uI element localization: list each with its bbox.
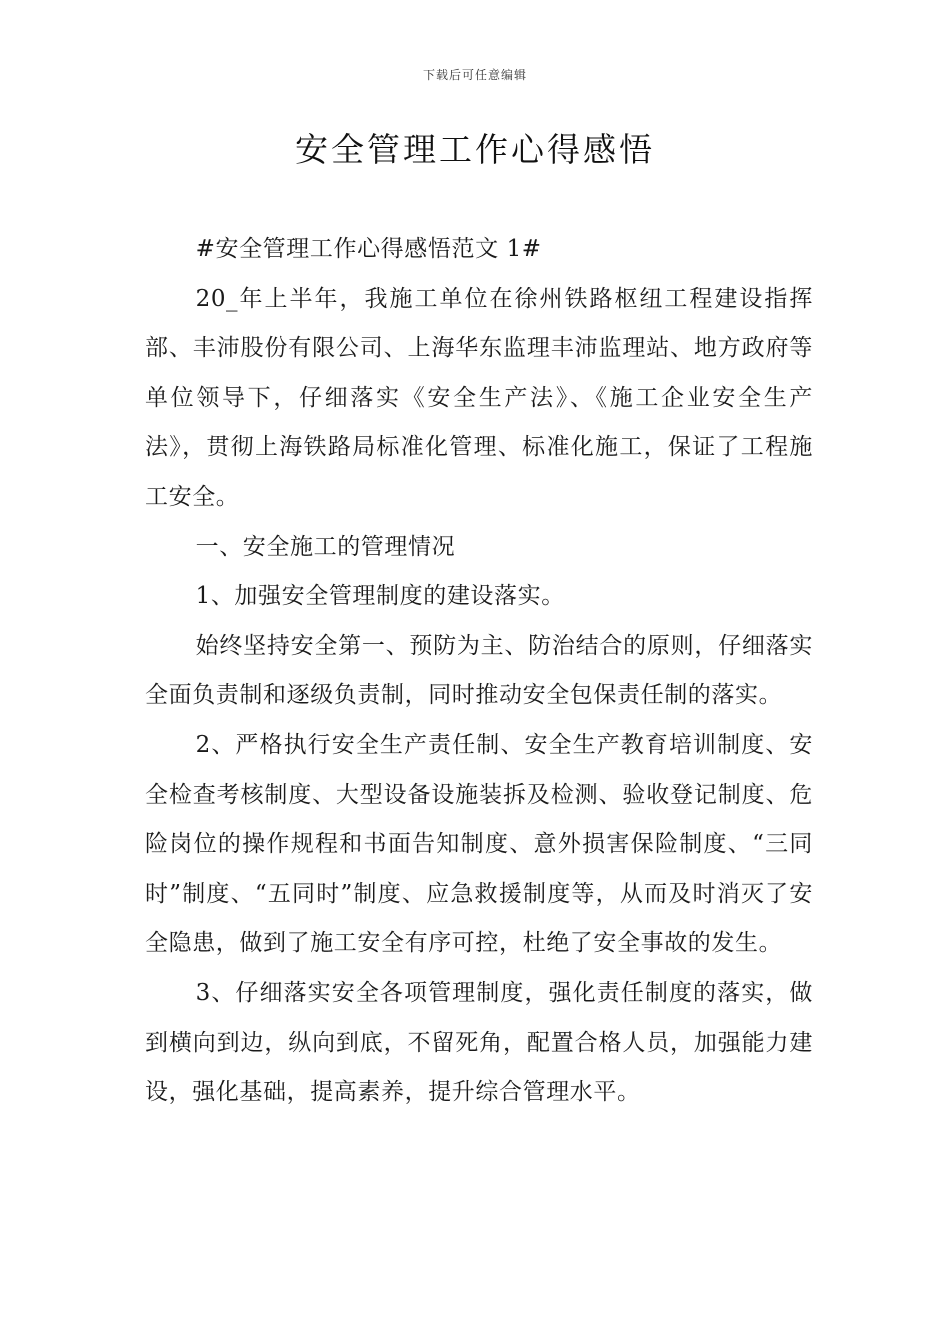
paragraph-section-heading: #安全管理工作心得感悟范文 1# — [195, 236, 542, 262]
paragraph-item-1: 1、加强安全管理制度的建设落实。 — [195, 583, 565, 610]
document-body — [145, 225, 813, 1118]
paragraph-intro: 20_年上半年，我施工单位在徐州铁路枢纽工程建设指挥部、丰沛股份有限公司、上海华东监理丰沛监理站、地方政府等单位领导下，仔细落实《安全生产法》、《施工企业安全生产法》，贯彻上海铁路局标准化管理、标准化施工，保证了工程施工安全。 — [145, 285, 813, 510]
paragraph-item-3: 3、仔细落实安全各项管理制度，强化责任制度的落实，做到横向到边，纵向到底，不留死角，配置合格人员，加强能力建设，强化基础，提高素养，提升综合管理水平。 — [145, 979, 813, 1106]
paragraph-principle: 始终坚持安全第一、预防为主、防治结合的原则，仔细落实全面负责制和逐级负责制，同时推动安全包保责任制的落实。 — [145, 632, 813, 709]
paragraph-heading-one: 一、安全施工的管理情况 — [195, 533, 456, 560]
paragraph-item-2: 2、严格执行安全生产责任制、安全生产教育培训制度、安全检查考核制度、大型设备设施装拆及检测、验收登记制度、危险岗位的操作规程和书面告知制度、意外损害保险制度、“三同时”制度、“五同时”制度、应急救援制度等，从而及时消灭了安全隐患，做到了施工安全有序可控，杜绝了安全事故的发生。 — [145, 731, 813, 957]
header-note: 下载后可任意编辑 — [422, 68, 527, 82]
document-title: 安全管理工作心得感悟 — [295, 130, 655, 169]
